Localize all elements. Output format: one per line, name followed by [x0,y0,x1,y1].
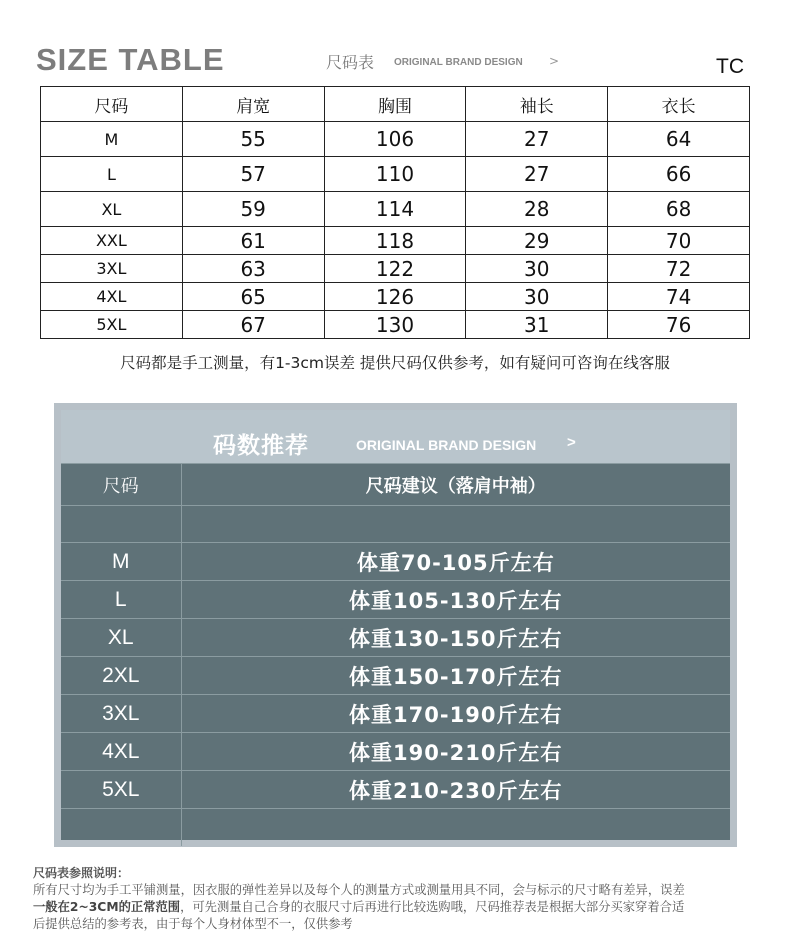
column-header-suggestion: 尺码建议（落肩中袖） [181,464,730,506]
recommendation-brand-line: ORIGINAL BRAND DESIGN [356,437,537,453]
weight-cell: 体重170-190斤左右 [181,695,730,733]
shoulder-cell: 61 [182,227,324,255]
blank-row [61,506,730,543]
table-row [61,543,730,581]
column-header-sleeve: 袖长 [466,87,608,122]
size-table [40,86,750,339]
table-row [61,695,730,733]
tc-mark: TC [716,55,744,78]
sleeve-cell: 31 [466,311,608,339]
shoulder-cell: 55 [182,122,324,157]
blank-cell [61,506,181,543]
table-row [41,122,750,157]
footer-title: 尺码表参照说明： [33,866,130,880]
weight-cell: 体重130-150斤左右 [181,619,730,657]
footer-text [33,882,763,933]
chest-cell: 130 [324,311,466,339]
shoulder-cell: 59 [182,192,324,227]
size-cell: 4XL [61,733,181,771]
column-header-shoulder: 肩宽 [182,87,324,122]
size-cell: 5XL [41,311,183,339]
recommendation-header [61,410,730,463]
chest-cell: 118 [324,227,466,255]
weight-cell: 体重150-170斤左右 [181,657,730,695]
brand-line: ORIGINAL BRAND DESIGN [394,57,523,68]
footer-line-rest: ，可先测量自己合身的衣服尺寸后再进行比较选购哦，尺码推荐表是根据大部分买家穿着合适 [180,900,685,914]
table-row [61,771,730,809]
column-header-size: 尺码 [61,464,181,506]
blank-cell [181,809,730,846]
table-row [41,227,750,255]
length-cell: 68 [608,192,750,227]
size-cell: 4XL [41,283,183,311]
length-cell: 74 [608,283,750,311]
chest-cell: 106 [324,122,466,157]
weight-cell: 体重210-230斤左右 [181,771,730,809]
footer-highlight: 一般在2~3CM的正常范围 [33,900,181,914]
table-row [61,733,730,771]
footer-line [33,899,763,916]
size-cell: XL [41,192,183,227]
length-cell: 76 [608,311,750,339]
recommendation-body [61,410,730,840]
column-header-length: 衣长 [608,87,750,122]
size-cell: L [41,157,183,192]
chest-cell: 114 [324,192,466,227]
size-cell: 5XL [61,771,181,809]
recommendation-header-row [61,464,730,506]
chest-cell: 110 [324,157,466,192]
chest-cell: 122 [324,255,466,283]
footer-line: 所有尺寸均为手工平铺测量，因衣服的弹性差异以及每个人的测量方式或测量用具不同，会与标示的尺寸略有差异，误差 [33,883,685,897]
footer-line: 后提供总结的参考表，由于每个人身材体型不一，仅供参考 [33,917,353,931]
table-row [41,311,750,339]
size-cell: 3XL [61,695,181,733]
size-cell: L [61,581,181,619]
size-recommendation-panel [54,403,737,847]
blank-cell [181,506,730,543]
chevron-right-icon: > [567,434,576,451]
length-cell: 64 [608,122,750,157]
weight-cell: 体重70-105斤左右 [181,543,730,581]
size-cell: M [41,122,183,157]
table-row [61,581,730,619]
sleeve-cell: 28 [466,192,608,227]
shoulder-cell: 57 [182,157,324,192]
table-row [41,283,750,311]
page-title: SIZE TABLE [36,42,225,77]
sleeve-cell: 27 [466,157,608,192]
cn-title: 尺码表 [326,53,375,72]
weight-cell: 体重105-130斤左右 [181,581,730,619]
table-row [61,619,730,657]
chest-cell: 126 [324,283,466,311]
shoulder-cell: 65 [182,283,324,311]
size-cell: 3XL [41,255,183,283]
column-header-size: 尺码 [41,87,183,122]
blank-row [61,809,730,846]
size-cell: 2XL [61,657,181,695]
chevron-right-icon: > [549,54,560,68]
size-table-header-row [41,87,750,122]
header [0,0,790,86]
shoulder-cell: 63 [182,255,324,283]
size-cell: M [61,543,181,581]
length-cell: 70 [608,227,750,255]
length-cell: 66 [608,157,750,192]
sleeve-cell: 29 [466,227,608,255]
weight-cell: 体重190-210斤左右 [181,733,730,771]
table-row [41,192,750,227]
recommendation-title: 码数推荐 [213,433,309,459]
column-header-chest: 胸围 [324,87,466,122]
measurement-note: 尺码都是手工测量，有1-3cm误差 提供尺码仅供参考，如有疑问可咨询在线客服 [120,354,670,372]
sleeve-cell: 27 [466,122,608,157]
size-cell: XL [61,619,181,657]
sleeve-cell: 30 [466,283,608,311]
recommendation-table [61,463,730,846]
blank-cell [61,809,181,846]
length-cell: 72 [608,255,750,283]
shoulder-cell: 67 [182,311,324,339]
table-row [61,657,730,695]
table-row [41,157,750,192]
table-row [41,255,750,283]
sleeve-cell: 30 [466,255,608,283]
size-cell: XXL [41,227,183,255]
